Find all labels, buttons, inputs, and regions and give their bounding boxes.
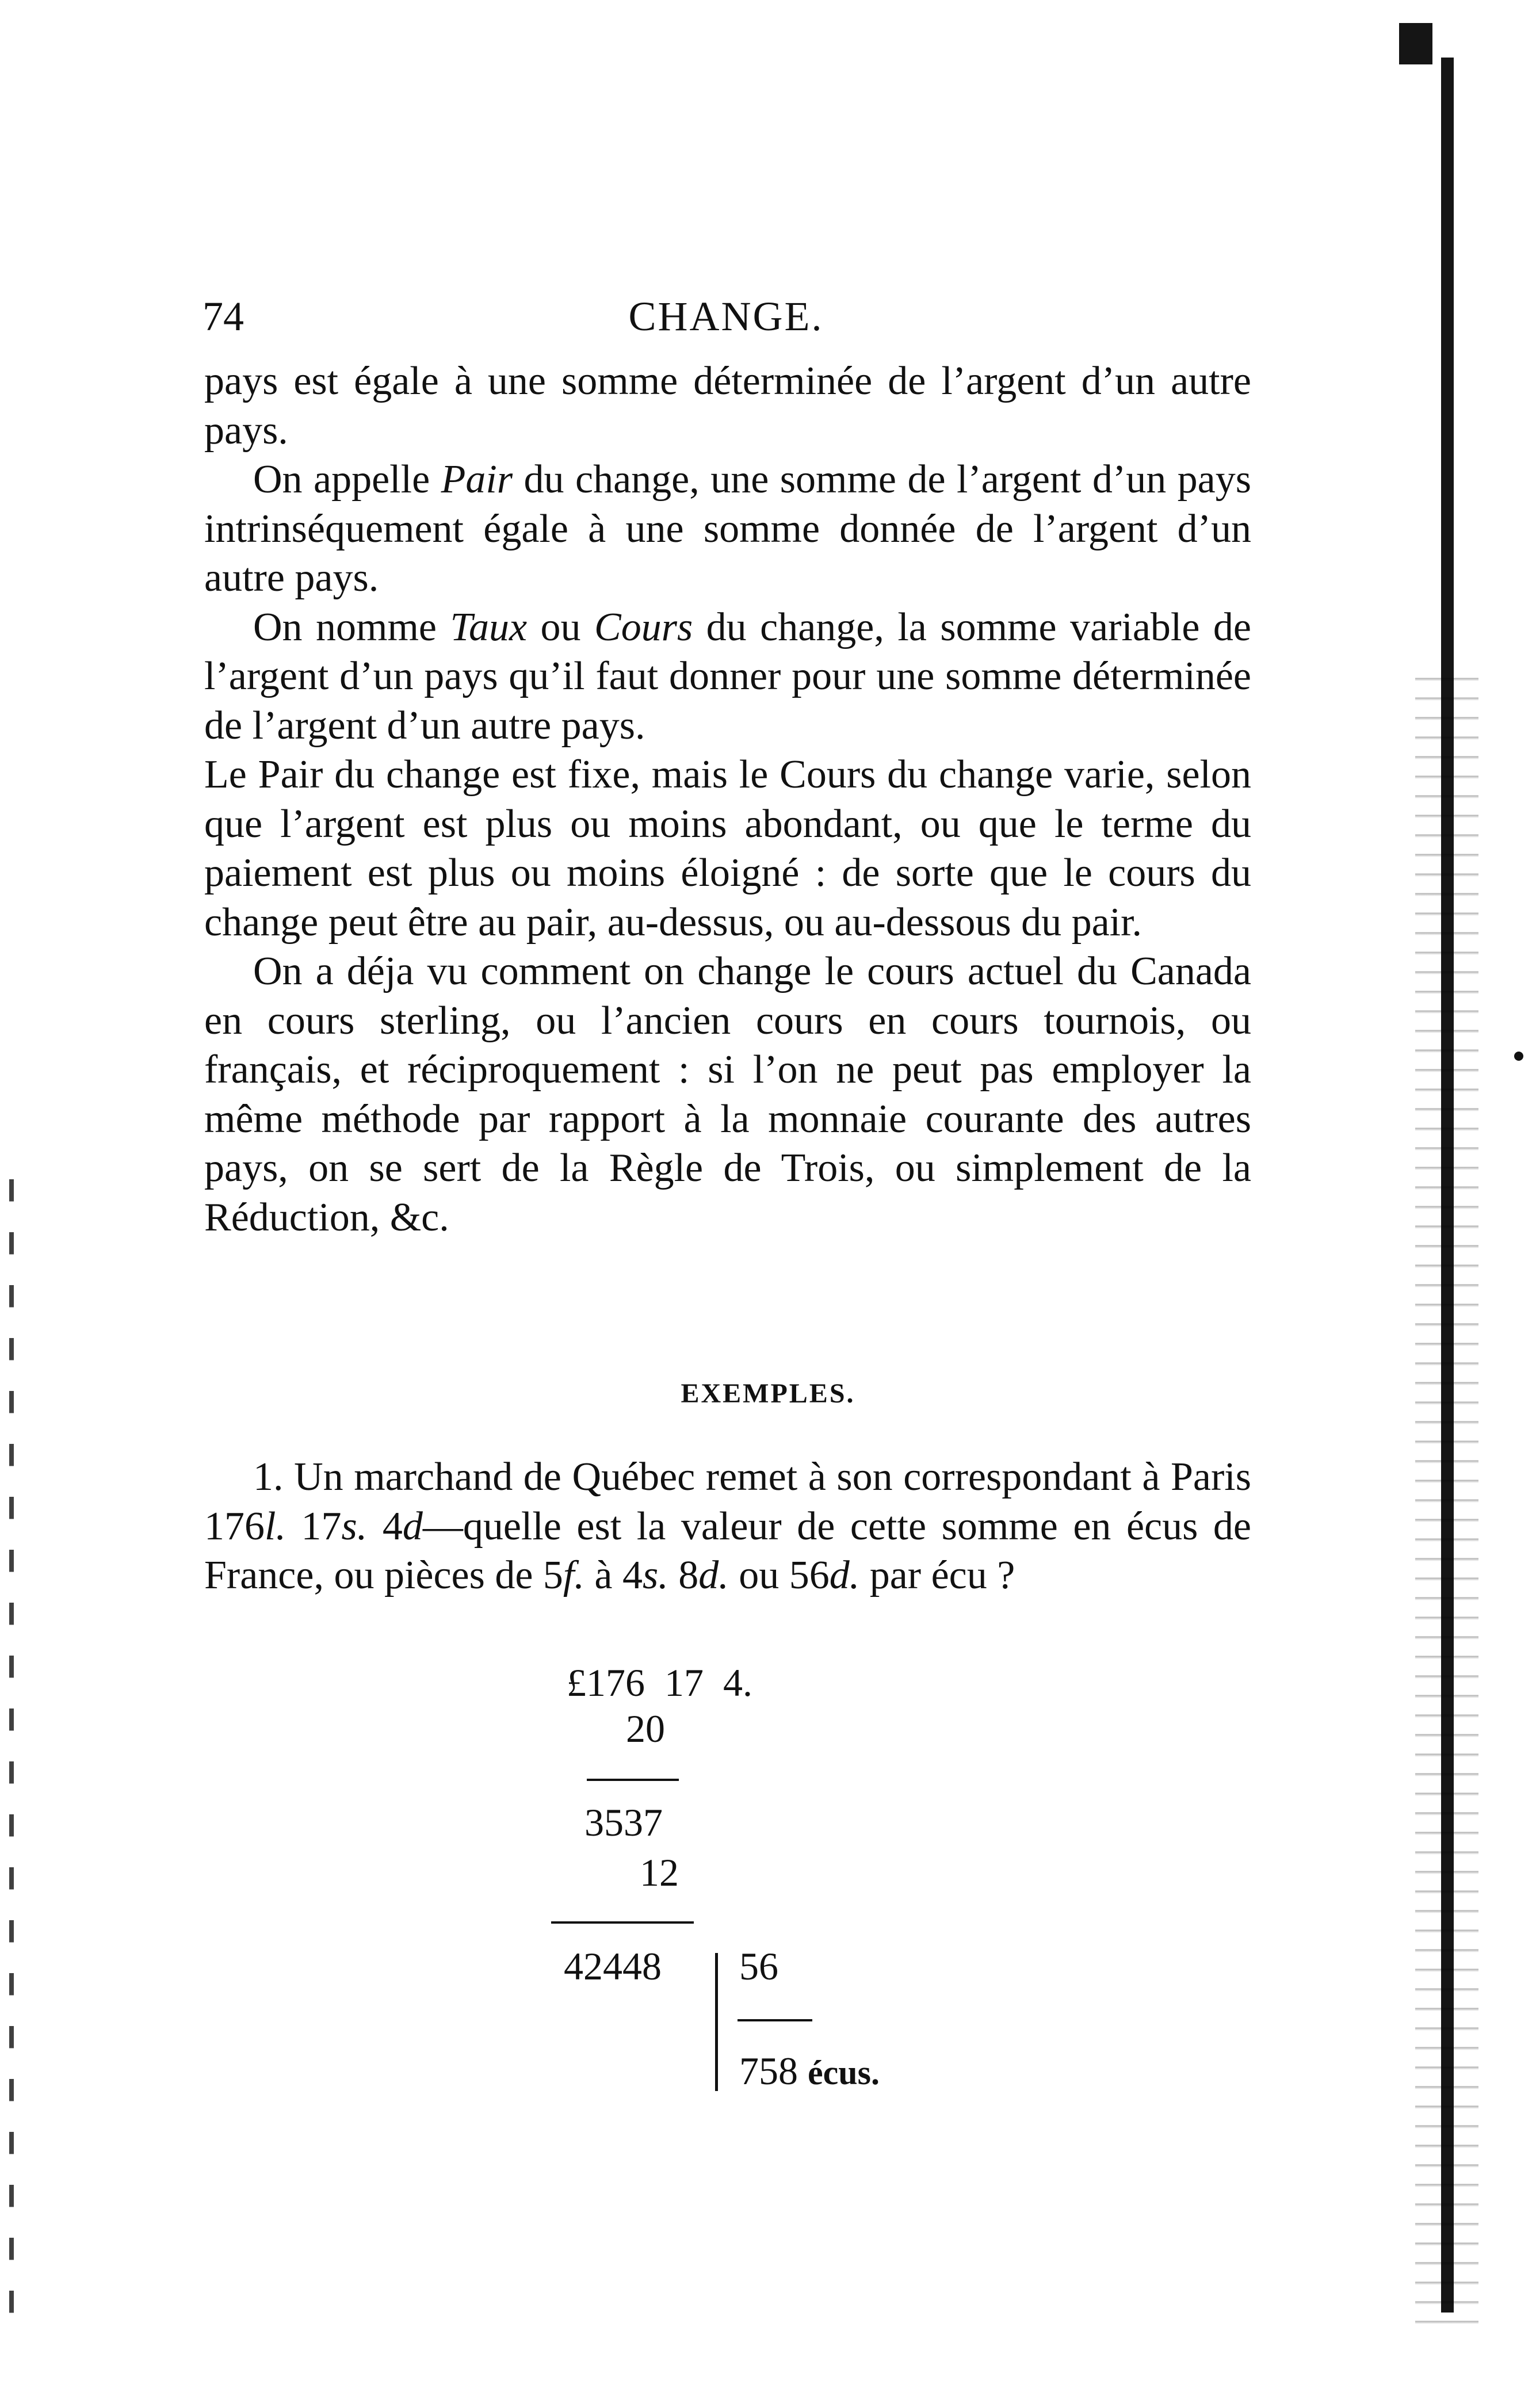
scan-dot (1514, 1052, 1523, 1061)
term-taux: Taux (450, 605, 528, 649)
term-cours: Cours (594, 605, 693, 649)
text-run: ou 56 (728, 1553, 830, 1597)
example-number: 1. (253, 1455, 284, 1499)
unit-deniers: d. (829, 1553, 860, 1597)
unit-livres: l. (265, 1504, 286, 1549)
text-run: du change, la somme variable de l’argent d’un pays qu’il faut donner pour une somme déterminée de l’argent d’un autre pays. (204, 605, 1251, 748)
text-run: Un marchand de Québec remet à son correspondant à Paris 176 (204, 1455, 1251, 1549)
division-bar (715, 1953, 718, 2091)
unit-deniers: d. (698, 1553, 729, 1597)
calc-amount: £176 17 4. (567, 1661, 752, 1704)
calc-divisor: 56 (739, 1944, 778, 1988)
text-run: On appelle (253, 457, 441, 502)
examples-heading: EXEMPLES. (681, 1378, 855, 1409)
text-run: —quelle est la valeur de cette somme en écus de France, ou pièces de 5 (204, 1504, 1251, 1597)
text-run: 8 (668, 1553, 699, 1597)
calc-multiplier-20: 20 (626, 1707, 665, 1750)
paragraph-pair-fixe: Le Pair du change est fixe, mais le Cours du change varie, selon que l’argent est plus ou moins abondant, ou que le terme du paiement est plus ou moins éloigné : de sorte que le cours du change peut être au pair, au-dessus, ou au-dessous du pair. (204, 752, 1251, 945)
text-run: On nomme (253, 605, 450, 649)
running-head (202, 291, 1250, 342)
example-1-text (204, 1453, 1251, 1600)
scan-noise-left (9, 1179, 14, 2324)
text-run: par écu ? (859, 1553, 1015, 1597)
unit-shillings: s. (341, 1504, 368, 1549)
example-1 (204, 1453, 1251, 1600)
unit-shillings: s. (642, 1553, 668, 1597)
text-run: du change, une somme de l’argent d’un pays intrinséquement égale à une somme donnée de l’argent d’un autre pays. (204, 457, 1251, 600)
calc-rule (587, 1779, 679, 1781)
running-title: CHANGE. (628, 293, 824, 339)
paragraph-continuation: pays est égale à une somme déterminée de l’argent d’un autre pays. (204, 359, 1251, 453)
calc-pence: 42448 (564, 1944, 662, 1988)
scan-noise-right (1415, 662, 1478, 2330)
text-run: 17 (285, 1504, 342, 1549)
unit-francs: f. (563, 1553, 584, 1597)
quotient-value: 758 (739, 2049, 798, 2093)
quotient-unit: écus. (808, 2054, 880, 2092)
calc-rule (738, 2019, 812, 2021)
paragraph-methode: On a déja vu comment on change le cours actuel du Canada en cours sterling, ou l’ancien cours en cours tournois, ou français, et réciproquement : si l’on ne peut pas employer la même méthode par rapport à la monnaie courante des autres pays, on se sert de la Règle de Trois, ou simplement de la Réduction, &c. (204, 949, 1251, 1240)
paragraph-taux-definition (204, 603, 1251, 751)
page-number: 74 (202, 293, 244, 339)
text-run: ou (527, 605, 595, 649)
binding-tab-mark (1399, 23, 1432, 64)
text-run: 4 (367, 1504, 403, 1549)
calc-quotient (739, 2048, 880, 2096)
calc-multiplier-12: 12 (640, 1851, 679, 1894)
body-text (204, 357, 1251, 1242)
calc-shillings: 3537 (584, 1801, 663, 1844)
unit-deniers: d (402, 1504, 423, 1549)
text-run: à 4 (584, 1553, 643, 1597)
term-pair: Pair (441, 457, 513, 502)
calc-rule (551, 1921, 694, 1924)
paragraph-pair-definition (204, 455, 1251, 603)
